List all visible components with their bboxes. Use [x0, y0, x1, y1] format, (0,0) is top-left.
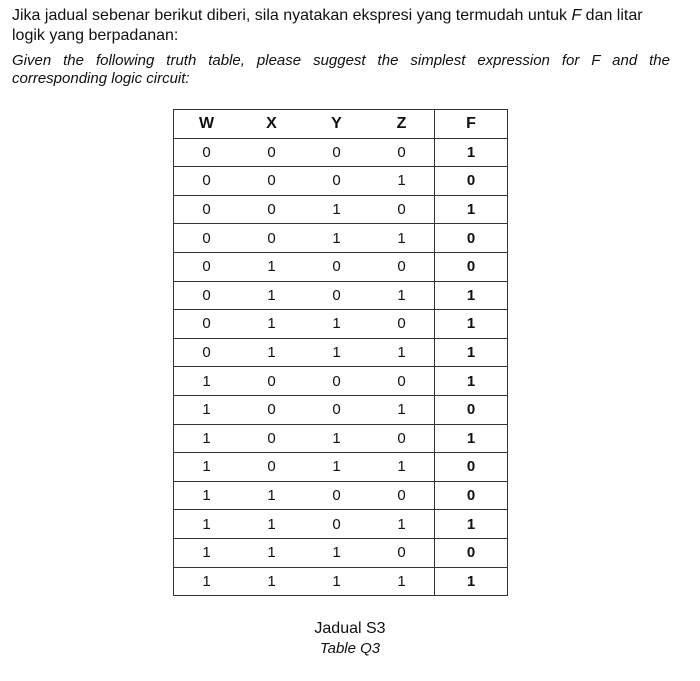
cell-w: 0: [174, 167, 240, 196]
cell-f: 0: [435, 224, 508, 253]
table-row: [174, 424, 508, 453]
caption-malay: Jadual S3: [314, 620, 386, 637]
cell-y: 1: [304, 195, 369, 224]
cell-w: 1: [174, 567, 240, 596]
cell-z: 1: [369, 338, 435, 367]
truth-table: [173, 109, 508, 596]
cell-f: 0: [435, 481, 508, 510]
cell-f: 1: [435, 510, 508, 539]
table-row: [174, 167, 508, 196]
cell-f: 0: [435, 167, 508, 196]
cell-y: 1: [304, 453, 369, 482]
cell-w: 1: [174, 367, 240, 396]
cell-f: 1: [435, 138, 508, 167]
question-malay-text: Jika jadual sebenar berikut diberi, sila nyatakan ekspresi yang termudah untuk: [12, 7, 572, 24]
caption-english: Table Q3: [319, 640, 381, 657]
column-header-f: F: [435, 110, 508, 139]
cell-w: 0: [174, 195, 240, 224]
cell-z: 0: [369, 252, 435, 281]
table-row: [174, 538, 508, 567]
cell-x: 0: [239, 453, 304, 482]
cell-z: 0: [369, 424, 435, 453]
cell-y: 0: [304, 510, 369, 539]
cell-x: 1: [239, 310, 304, 339]
cell-z: 1: [369, 510, 435, 539]
cell-y: 0: [304, 167, 369, 196]
table-row: [174, 395, 508, 424]
cell-y: 0: [304, 252, 369, 281]
table-row: [174, 367, 508, 396]
column-header-y: Y: [304, 110, 369, 139]
cell-f: 1: [435, 424, 508, 453]
cell-f: 0: [435, 395, 508, 424]
cell-y: 0: [304, 138, 369, 167]
cell-f: 0: [435, 252, 508, 281]
cell-w: 0: [174, 138, 240, 167]
cell-w: 0: [174, 224, 240, 253]
table-row: [174, 338, 508, 367]
cell-w: 0: [174, 338, 240, 367]
table-row: [174, 567, 508, 596]
cell-w: 1: [174, 481, 240, 510]
cell-z: 0: [369, 367, 435, 396]
cell-x: 0: [239, 195, 304, 224]
cell-z: 1: [369, 224, 435, 253]
cell-z: 1: [369, 453, 435, 482]
cell-z: 1: [369, 567, 435, 596]
cell-z: 0: [369, 138, 435, 167]
cell-y: 1: [304, 310, 369, 339]
cell-y: 1: [304, 338, 369, 367]
cell-f: 0: [435, 453, 508, 482]
cell-w: 1: [174, 424, 240, 453]
cell-z: 0: [369, 481, 435, 510]
cell-w: 1: [174, 538, 240, 567]
cell-x: 1: [239, 338, 304, 367]
cell-y: 0: [304, 481, 369, 510]
cell-f: 1: [435, 310, 508, 339]
cell-y: 0: [304, 281, 369, 310]
cell-f: 1: [435, 195, 508, 224]
cell-z: 1: [369, 167, 435, 196]
cell-w: 1: [174, 453, 240, 482]
question-english-line1: Given the following truth table, please suggest the simplest expression for F and the: [12, 52, 670, 69]
cell-f: 1: [435, 567, 508, 596]
cell-z: 0: [369, 195, 435, 224]
table-row: [174, 481, 508, 510]
cell-x: 0: [239, 367, 304, 396]
cell-y: 0: [304, 367, 369, 396]
table-row: [174, 281, 508, 310]
variable-f: F: [571, 7, 582, 24]
question-english-line2: corresponding logic circuit:: [12, 70, 190, 87]
column-header-w: W: [174, 110, 240, 139]
cell-w: 0: [174, 252, 240, 281]
cell-y: 1: [304, 538, 369, 567]
cell-w: 0: [174, 310, 240, 339]
question-malay-text-end: dan litar logik yang berpadanan:: [12, 7, 643, 44]
cell-x: 1: [239, 481, 304, 510]
cell-z: 0: [369, 538, 435, 567]
question-english: [12, 52, 670, 88]
cell-y: 0: [304, 395, 369, 424]
table-row: [174, 224, 508, 253]
cell-x: 0: [239, 224, 304, 253]
cell-w: 1: [174, 510, 240, 539]
cell-x: 1: [239, 538, 304, 567]
cell-f: 0: [435, 538, 508, 567]
cell-w: 0: [174, 281, 240, 310]
cell-f: 1: [435, 281, 508, 310]
cell-y: 1: [304, 224, 369, 253]
column-header-z: Z: [369, 110, 435, 139]
table-row: [174, 252, 508, 281]
column-header-x: X: [239, 110, 304, 139]
table-row: [174, 138, 508, 167]
question-malay: [12, 6, 672, 46]
table-row: [174, 510, 508, 539]
table-header-row: [174, 110, 508, 139]
table-row: [174, 195, 508, 224]
cell-y: 1: [304, 424, 369, 453]
cell-x: 1: [239, 252, 304, 281]
cell-z: 1: [369, 395, 435, 424]
cell-x: 0: [239, 138, 304, 167]
cell-f: 1: [435, 367, 508, 396]
cell-z: 0: [369, 310, 435, 339]
table-body: [174, 138, 508, 596]
cell-f: 1: [435, 338, 508, 367]
cell-x: 1: [239, 510, 304, 539]
cell-w: 1: [174, 395, 240, 424]
table-row: [174, 453, 508, 482]
cell-z: 1: [369, 281, 435, 310]
cell-x: 0: [239, 395, 304, 424]
table-row: [174, 310, 508, 339]
cell-x: 1: [239, 567, 304, 596]
cell-y: 1: [304, 567, 369, 596]
cell-x: 0: [239, 424, 304, 453]
cell-x: 0: [239, 167, 304, 196]
cell-x: 1: [239, 281, 304, 310]
